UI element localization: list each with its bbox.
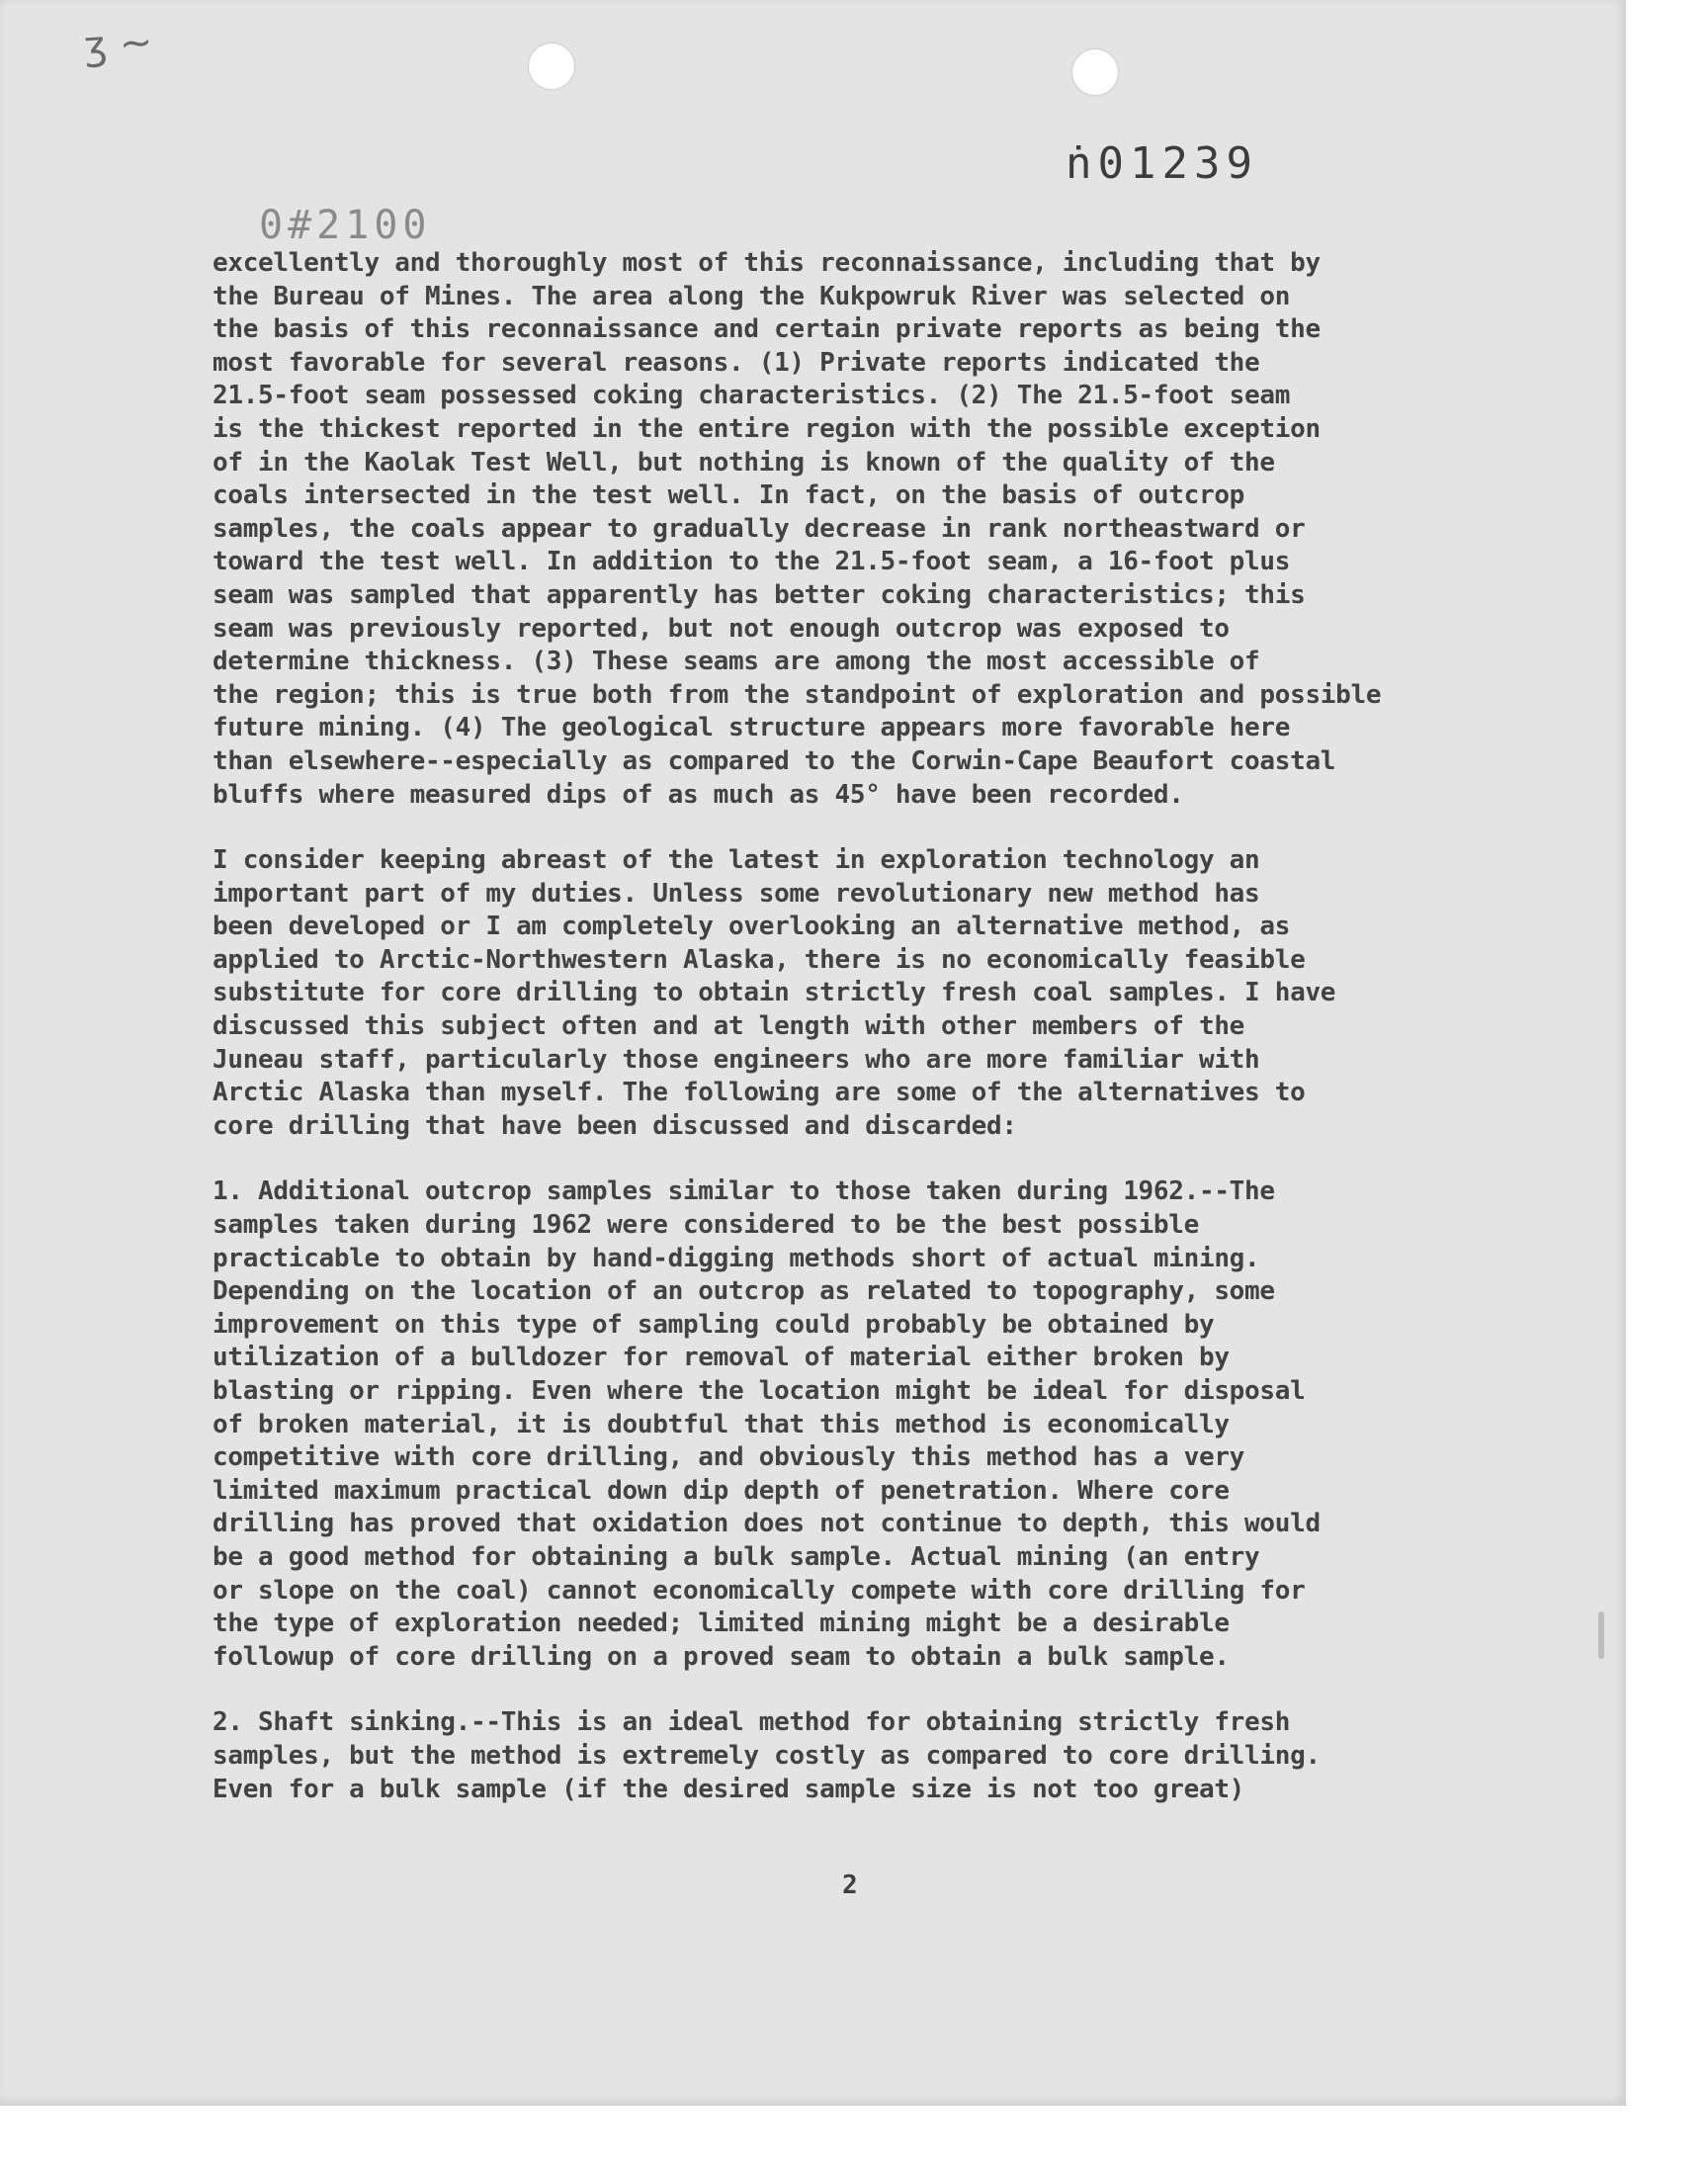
text-line: Juneau staff, particularly those engineers who are more familiar with — [213, 1044, 1260, 1075]
text-line: competitive with core drilling, and obviously this method has a very — [213, 1442, 1245, 1473]
text-line: samples taken during 1962 were considered to be the best possible — [213, 1210, 1199, 1241]
text-line: 2. Shaft sinking.--This is an ideal method for obtaining strictly fresh — [213, 1707, 1291, 1738]
text-line: of broken material, it is doubtful that this method is economically — [213, 1409, 1230, 1439]
text-line: Even for a bulk sample (if the desired sample size is not too great) — [213, 1774, 1245, 1804]
text-line: drilling has proved that oxidation does not continue to depth, this would — [213, 1509, 1321, 1539]
text-line: than elsewhere--especially as compared to the Corwin-Cape Beaufort coastal — [213, 745, 1336, 776]
document-number: ṅ01239 — [1066, 138, 1258, 189]
handwritten-corner-mark: ʒ ~ — [82, 19, 154, 70]
text-line: is the thickest reported in the entire region with the possible exception — [213, 413, 1321, 444]
text-line: practicable to obtain by hand-digging methods short of actual mining. — [213, 1243, 1260, 1273]
text-line: the Bureau of Mines. The area along the Kukpowruk River was selected on — [213, 281, 1291, 311]
text-line: determine thickness. (3) These seams are among the most accessible of — [213, 647, 1260, 677]
text-line: followup of core drilling on a proved seam to obtain a bulk sample. — [213, 1641, 1230, 1672]
punch-hole-right — [1072, 49, 1118, 95]
text-line: future mining. (4) The geological structure appears more favorable here — [213, 713, 1291, 743]
paragraph-4 — [213, 1706, 1497, 1806]
text-line: most favorable for several reasons. (1) Private reports indicated the — [213, 347, 1260, 378]
text-line: 21.5-foot seam possessed coking characteristics. (2) The 21.5-foot seam — [213, 381, 1291, 411]
text-line: excellently and thoroughly most of this reconnaissance, including that by — [213, 248, 1321, 278]
text-line: important part of my duties. Unless some revolutionary new method has — [213, 878, 1260, 909]
text-line: seam was sampled that apparently has better coking characteristics; this — [213, 579, 1306, 610]
text-line: been developed or I am completely overlooking an alternative method, as — [213, 912, 1291, 942]
text-line: 1. Additional outcrop samples similar to those taken during 1962.--The — [213, 1176, 1275, 1207]
text-line: improvement on this type of sampling could probably be obtained by — [213, 1309, 1215, 1340]
page-number: 2 — [842, 1870, 858, 1900]
punch-hole-left — [529, 44, 574, 89]
text-line: limited maximum practical down dip depth of penetration. Where core — [213, 1475, 1230, 1506]
text-line: be a good method for obtaining a bulk sample. Actual mining (an entry — [213, 1541, 1260, 1572]
text-line: applied to Arctic-Northwestern Alaska, there is no economically feasible — [213, 944, 1306, 975]
text-line: seam was previously reported, but not enough outcrop was exposed to — [213, 613, 1230, 644]
text-line: the region; this is true both from the standpoint of exploration and possible — [213, 679, 1382, 710]
paragraph-1 — [213, 247, 1497, 812]
text-line: blasting or ripping. Even where the location might be ideal for disposal — [213, 1376, 1306, 1406]
text-line: coals intersected in the test well. In fact, on the basis of outcrop — [213, 480, 1245, 511]
paragraph-3 — [213, 1175, 1497, 1674]
text-line: bluffs where measured dips of as much as 45° have been recorded. — [213, 779, 1184, 810]
text-line: Depending on the location of an outcrop as related to topography, some — [213, 1276, 1275, 1307]
paragraph-2 — [213, 844, 1497, 1143]
text-line: or slope on the coal) cannot economically compete with core drilling for — [213, 1575, 1306, 1606]
text-line: of in the Kaolak Test Well, but nothing is known of the quality of the — [213, 447, 1275, 478]
text-line: samples, the coals appear to gradually decrease in rank northeastward or — [213, 513, 1306, 544]
text-line: discussed this subject often and at length with other members of the — [213, 1011, 1245, 1042]
text-line: the basis of this reconnaissance and certain private reports as being the — [213, 314, 1321, 345]
text-line: toward the test well. In addition to the 21.5-foot seam, a 16-foot plus — [213, 547, 1291, 577]
text-line: I consider keeping abreast of the latest in exploration technology an — [213, 845, 1260, 876]
text-line: samples, but the method is extremely costly as compared to core drilling. — [213, 1740, 1321, 1771]
text-line: utilization of a bulldozer for removal of material either broken by — [213, 1343, 1230, 1373]
text-line: substitute for core drilling to obtain strictly fresh coal samples. I have — [213, 978, 1336, 1008]
edge-smudge — [1598, 1611, 1604, 1659]
text-line: Arctic Alaska than myself. The following are some of the alternatives to — [213, 1078, 1306, 1108]
text-line: core drilling that have been discussed and discarded: — [213, 1110, 1017, 1141]
body-text — [213, 247, 1497, 1839]
faded-document-number: 0#2100 — [259, 203, 432, 248]
text-line: the type of exploration needed; limited mining might be a desirable — [213, 1609, 1230, 1639]
